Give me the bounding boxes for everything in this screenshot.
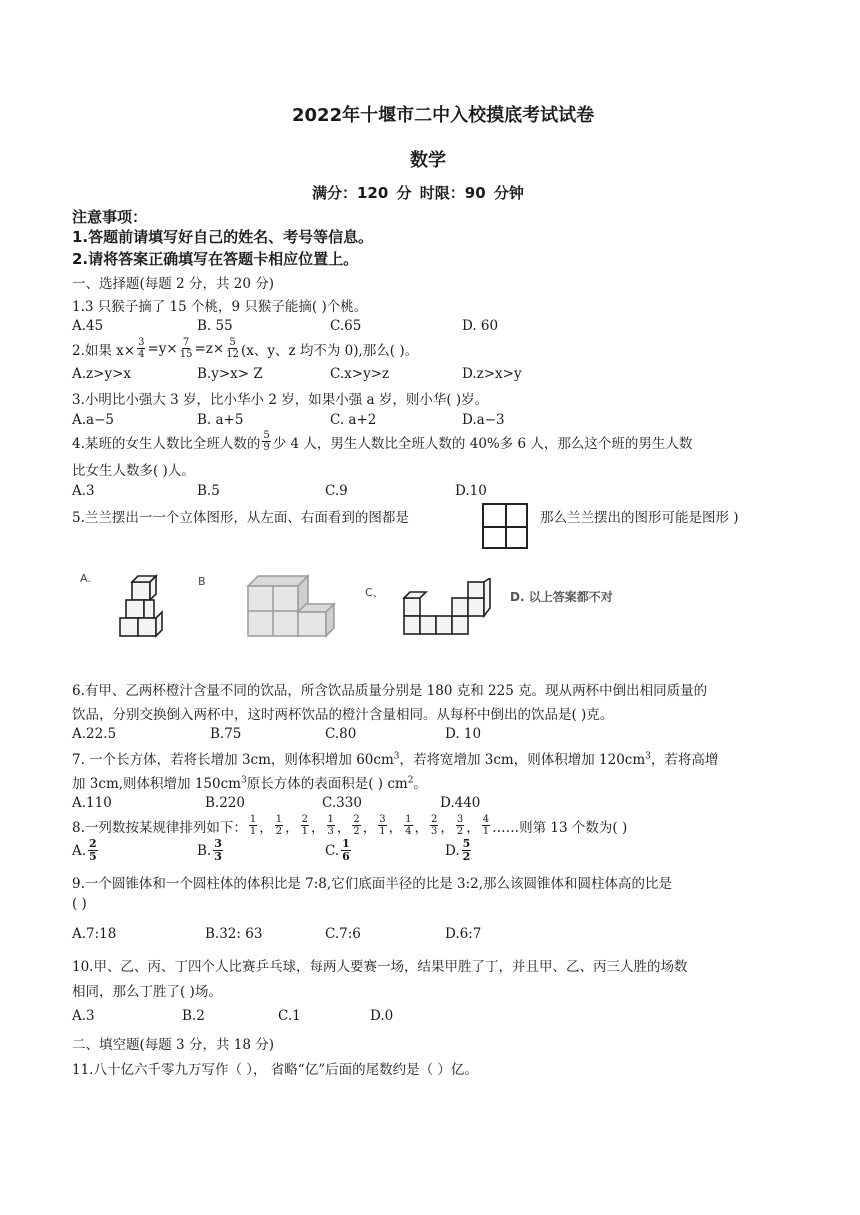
option-c: C.330 bbox=[322, 795, 362, 811]
fraction: $\frac{2}{5}$ bbox=[89, 837, 97, 863]
notice-heading: 注意事项： bbox=[72, 208, 148, 226]
option-a: A.3 bbox=[72, 483, 95, 499]
question-11: 11.八十亿六千零九万写作（ ）， 省略“亿”后面的尾数约是（ ）亿。 bbox=[72, 1062, 478, 1078]
sequence-fraction: $\frac{1}{1}$ bbox=[249, 814, 257, 837]
option-a: A. $\frac{2}{5}$ bbox=[72, 837, 97, 863]
option-a: A.3 bbox=[72, 1008, 95, 1024]
option-d: D.10 bbox=[455, 483, 487, 499]
comma: ， bbox=[440, 819, 454, 836]
question-7-line-2: 加 3cm,则体积增加 $150cm^3$原长方体的表面积是( ) $cm^2$。 bbox=[72, 775, 427, 792]
comma: ， bbox=[414, 819, 429, 836]
option-b: B. 55 bbox=[197, 318, 233, 334]
fraction: $\frac{5}{12}$ bbox=[226, 337, 239, 360]
option-c: C.1 bbox=[278, 1008, 301, 1024]
question-4-line-2: 比女生人数多( )人。 bbox=[72, 463, 195, 479]
option-c: C. a+2 bbox=[330, 412, 377, 428]
option-b: B.5 bbox=[197, 483, 220, 499]
comma: ， bbox=[466, 819, 480, 836]
question-7: 7. 一个长方体，若将长增加 3cm，则体积增加 $60cm^3$，若将宽增加 3cm，则体积增加 $120cm^3$，若将高增 bbox=[72, 751, 719, 768]
option-d: D.0 bbox=[370, 1008, 394, 1024]
figure-b-label: B bbox=[198, 575, 206, 588]
question-4: 4.某班的女生人数比全班人数的 $\frac{5}{9}$ 少 4 人，男生人数比全班人数的 40%多 6 人，那么这个班的男生人数 bbox=[72, 430, 693, 453]
fraction: $\frac{7}{15}$ bbox=[179, 337, 193, 360]
option-d: D. 10 bbox=[445, 726, 482, 742]
subject-title: 数学 bbox=[410, 150, 446, 171]
question-9: 9.一个圆锥体和一个圆柱体的体积比是 7:8,它们底面半径的比是 3:2,那么该圆锥体和圆柱体高的比是 bbox=[72, 876, 672, 892]
comma: ， bbox=[259, 819, 273, 836]
comma: ， bbox=[285, 819, 299, 836]
option-a: A.22.5 bbox=[72, 726, 117, 742]
section-heading: 二、填空题(每题 3 分，共 18 分) bbox=[72, 1037, 274, 1053]
option-a: A.110 bbox=[72, 795, 112, 811]
question-5: 5.兰兰摆出一一个立体图形，从左面、右面看到的图都是 bbox=[72, 510, 409, 526]
figure-c-label: C、 bbox=[365, 586, 384, 599]
option-c: C.x>y>z bbox=[330, 366, 390, 382]
question-5-tail: 那么兰兰摆出的图形可能是图形 ) bbox=[540, 510, 739, 526]
view-grid-figure bbox=[482, 503, 528, 549]
option-d: D.6:7 bbox=[445, 926, 482, 942]
question-9-line-2: ( ) bbox=[72, 896, 87, 912]
exam-title: 2022年十堰市二中入校摸底考试试卷 bbox=[292, 105, 595, 126]
option-d: D. 60 bbox=[462, 318, 499, 334]
comma: ， bbox=[311, 819, 325, 836]
question-2: 2.如果 x× $\frac{3}{4}$ =y× $\frac{7}{15}$ =z× $\frac{5}{12}$ (x、y、z 均不为 0),那么( )。 bbox=[72, 337, 419, 360]
cube-stack-figure-b bbox=[244, 572, 344, 640]
fraction: $\frac{1}{6}$ bbox=[342, 837, 350, 863]
sequence-fraction: $\frac{2}{3}$ bbox=[431, 814, 438, 837]
option-b: B.32: 63 bbox=[205, 926, 263, 942]
sequence-fraction: $\frac{2}{1}$ bbox=[301, 814, 309, 837]
fraction: $\frac{3}{3}$ bbox=[214, 837, 222, 863]
option-b: B.220 bbox=[205, 795, 245, 811]
sequence-fraction: $\frac{2}{2}$ bbox=[353, 814, 360, 837]
option-d: D.440 bbox=[440, 795, 481, 811]
fraction: $\frac{5}{2}$ bbox=[462, 837, 471, 863]
score-time-line: 满分：120 分 时限：90 分钟 bbox=[312, 184, 524, 202]
option-c: C.9 bbox=[325, 483, 348, 499]
sequence-fraction: $\frac{3}{1}$ bbox=[379, 814, 386, 837]
option-d: D.z>x>y bbox=[462, 366, 522, 382]
comma: ， bbox=[336, 819, 351, 836]
option-c: C.80 bbox=[325, 726, 357, 742]
sequence-fraction: $\frac{3}{2}$ bbox=[456, 814, 464, 837]
option-d: D.a−3 bbox=[462, 412, 505, 428]
option-a: A.a−5 bbox=[72, 412, 114, 428]
sequence-fraction: $\frac{1}{3}$ bbox=[327, 814, 334, 837]
option-a: A.7:18 bbox=[72, 926, 117, 942]
option-b: B.y>x> Z bbox=[197, 366, 263, 382]
number-sequence bbox=[247, 814, 492, 837]
comma: ， bbox=[362, 819, 377, 836]
option-c: C. $\frac{1}{6}$ bbox=[325, 837, 350, 863]
question-10: 10.甲、乙、丙、丁四个人比赛乒乓球，每两人要赛一场，结果甲胜了丁，并且甲、乙、丙三人胜的场数 bbox=[72, 959, 688, 975]
question-8: 8.一列数按某规律排列如下： $\frac{1}{1}$ ， $\frac{1}{2}$ ， $\frac{2}{1}$ ， $\frac{1}{3}$ ， $\frac{2}{2}$ ， $\frac{3}{1}$ ， $\frac{1}{4}$ ， $\frac{2}{3}$ ， $\frac{3}{2}$ ， $\frac{4}{1}$ ……则第 13 个数为( ) bbox=[72, 814, 628, 837]
option-b: B.75 bbox=[210, 726, 242, 742]
option-a: A.z>y>x bbox=[72, 366, 132, 382]
option-b: B. a+5 bbox=[197, 412, 244, 428]
option-b: B. $\frac{3}{3}$ bbox=[197, 837, 222, 863]
question-1: 1.3 只猴子摘了 15 个桃，9 只猴子能摘( )个桃。 bbox=[72, 299, 368, 315]
section-heading: 一、选择题(每题 2 分，共 20 分) bbox=[72, 276, 274, 292]
sequence-fraction: $\frac{1}{2}$ bbox=[275, 814, 283, 837]
question-6: 6.有甲、乙两杯橙汁含量不同的饮品，所含饮品质量分别是 180 克和 225 克。现从两杯中倒出相同质量的 bbox=[72, 683, 708, 699]
question-3: 3.小明比小强大 3 岁，比小华小 2 岁，如果小强 a 岁，则小华( )岁。 bbox=[72, 392, 489, 408]
comma: ， bbox=[388, 819, 403, 836]
option-b: B.2 bbox=[182, 1008, 205, 1024]
cube-stack-figure-a bbox=[112, 572, 172, 642]
option-c: C.7:6 bbox=[325, 926, 361, 942]
option-a: A.45 bbox=[72, 318, 104, 334]
figure-d-label: D. 以上答案都不对 bbox=[510, 590, 613, 604]
sequence-fraction: $\frac{1}{4}$ bbox=[405, 814, 412, 837]
notice-item: 1.答题前请填写好自己的姓名、考号等信息。 bbox=[72, 228, 374, 246]
fraction: $\frac{5}{9}$ bbox=[263, 430, 270, 453]
question-6-line-2: 饮品，分别交换倒入两杯中，这时两杯饮品的橙汁含量相同。从每杯中倒出的饮品是( )克。 bbox=[72, 707, 614, 723]
option-c: C.65 bbox=[330, 318, 362, 334]
fraction: $\frac{3}{4}$ bbox=[138, 337, 145, 360]
cube-stack-figure-c bbox=[400, 578, 500, 640]
option-d: D. $\frac{5}{2}$ bbox=[445, 837, 471, 863]
sequence-fraction: $\frac{4}{1}$ bbox=[482, 814, 490, 837]
question-10-line-2: 相同，那么丁胜了( )场。 bbox=[72, 984, 222, 1000]
notice-item: 2.请将答案正确填写在答题卡相应位置上。 bbox=[72, 250, 359, 268]
figure-a-label: A. bbox=[80, 572, 91, 585]
